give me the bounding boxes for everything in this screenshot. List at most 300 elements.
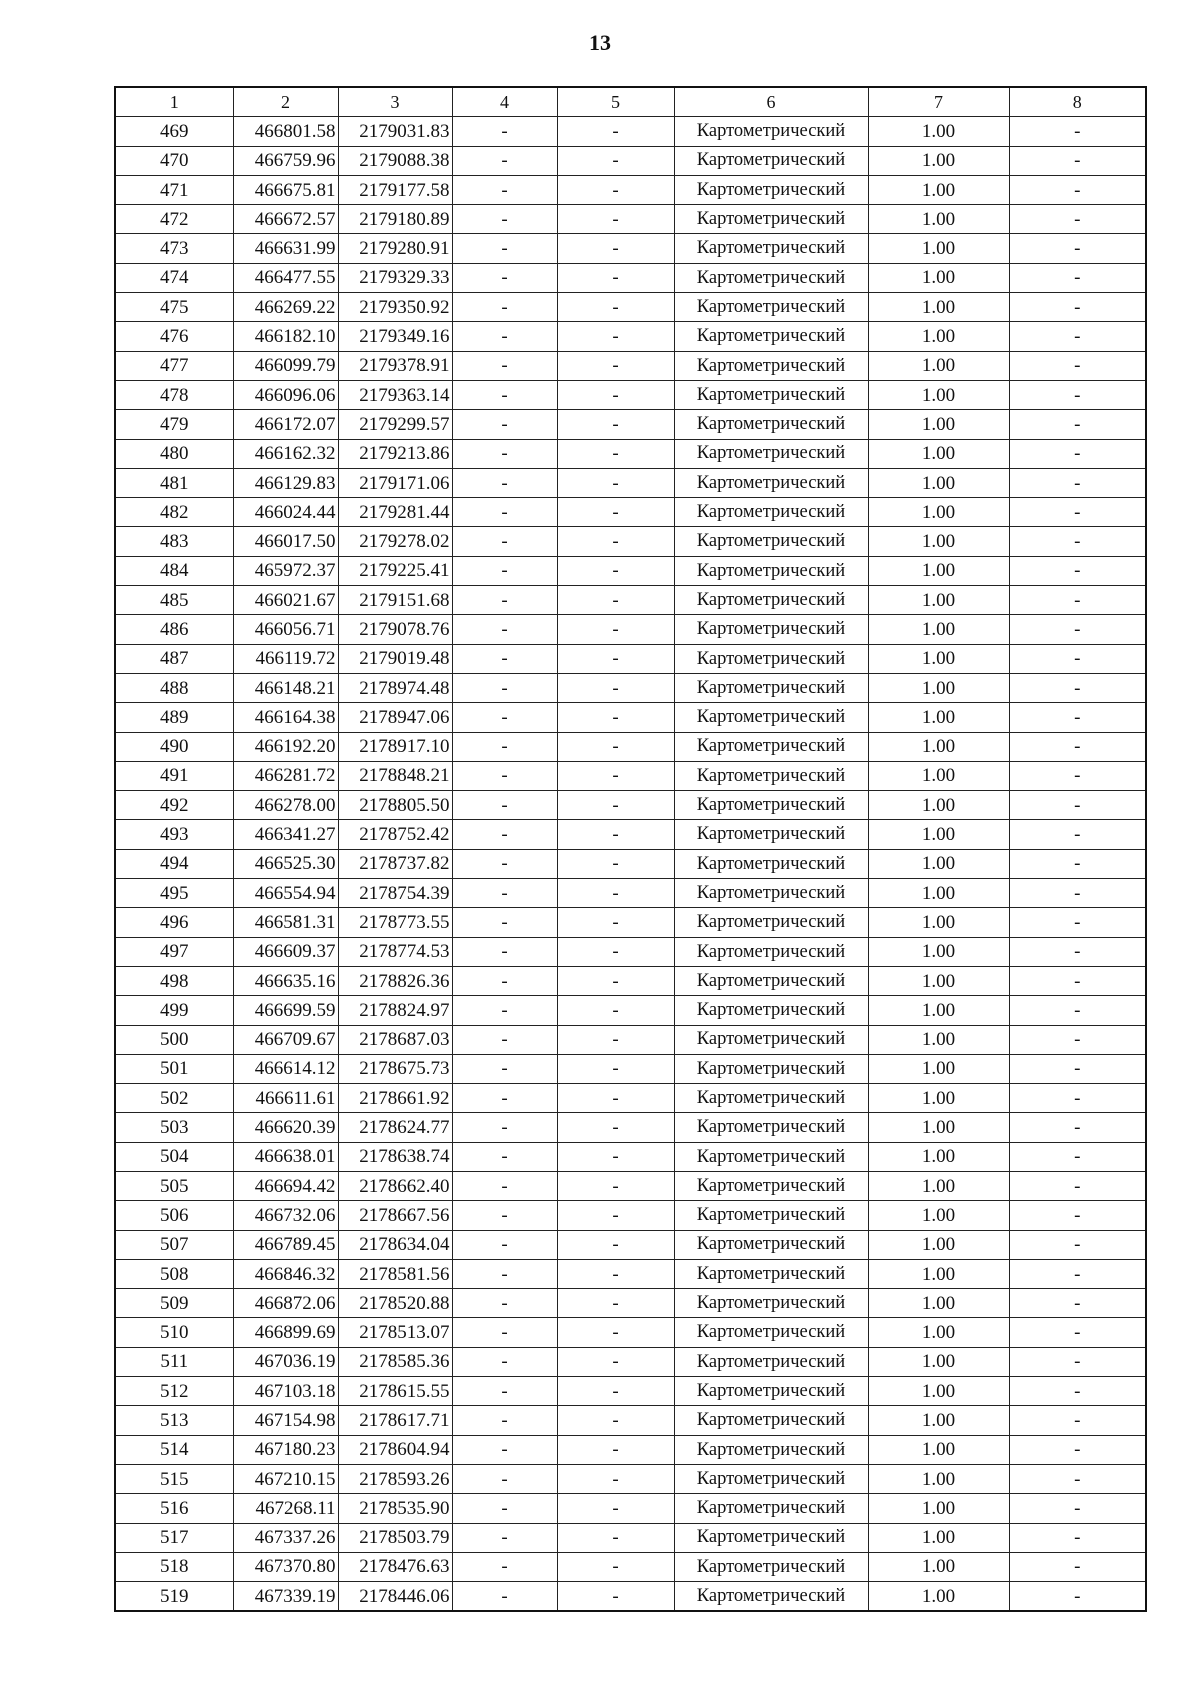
col-8-value-cell: -	[1009, 1523, 1146, 1552]
table-row	[115, 966, 1146, 995]
point-number-cell: 504	[115, 1142, 233, 1171]
method-cell: Картометрический	[674, 849, 868, 878]
coord-x-cell: 466846.32	[233, 1259, 338, 1288]
col-5-value-cell: -	[557, 293, 674, 322]
col-4-value-cell: -	[452, 175, 557, 204]
accuracy-cell: 1.00	[868, 1113, 1009, 1142]
col-5-value-cell: -	[557, 937, 674, 966]
col-8-value-cell: -	[1009, 1142, 1146, 1171]
coord-x-cell: 466024.44	[233, 498, 338, 527]
coord-y-cell: 2179213.86	[338, 439, 452, 468]
coord-x-cell: 466021.67	[233, 586, 338, 615]
col-5-value-cell: -	[557, 703, 674, 732]
coord-x-cell: 466281.72	[233, 761, 338, 790]
coord-y-cell: 2178661.92	[338, 1084, 452, 1113]
table-row	[115, 380, 1146, 409]
method-cell: Картометрический	[674, 556, 868, 585]
point-number-cell: 512	[115, 1377, 233, 1406]
coord-y-cell: 2178581.56	[338, 1259, 452, 1288]
col-5-value-cell: -	[557, 1435, 674, 1464]
col-4-value-cell: -	[452, 673, 557, 702]
coord-x-cell: 466709.67	[233, 1025, 338, 1054]
coord-x-cell: 465972.37	[233, 556, 338, 585]
coord-y-cell: 2178773.55	[338, 908, 452, 937]
coord-x-cell: 466525.30	[233, 849, 338, 878]
method-cell: Картометрический	[674, 498, 868, 527]
method-cell: Картометрический	[674, 439, 868, 468]
col-8-value-cell: -	[1009, 1494, 1146, 1523]
col-5-value-cell: -	[557, 263, 674, 292]
coord-x-cell: 466017.50	[233, 527, 338, 556]
accuracy-cell: 1.00	[868, 1552, 1009, 1581]
point-number-cell: 469	[115, 117, 233, 146]
table-row	[115, 175, 1146, 204]
col-5-value-cell: -	[557, 322, 674, 351]
col-4-value-cell: -	[452, 1142, 557, 1171]
method-cell: Картометрический	[674, 234, 868, 263]
method-cell: Картометрический	[674, 1230, 868, 1259]
col-5-value-cell: -	[557, 205, 674, 234]
col-8-value-cell: -	[1009, 820, 1146, 849]
table-row	[115, 1113, 1146, 1142]
coordinates-table	[114, 86, 1147, 1612]
col-8-value-cell: -	[1009, 1347, 1146, 1376]
col-8-value-cell: -	[1009, 1084, 1146, 1113]
point-number-cell: 514	[115, 1435, 233, 1464]
col-5-value-cell: -	[557, 732, 674, 761]
accuracy-cell: 1.00	[868, 615, 1009, 644]
col-4-value-cell: -	[452, 761, 557, 790]
col-8-value-cell: -	[1009, 322, 1146, 351]
col-5-value-cell: -	[557, 1552, 674, 1581]
col-8-value-cell: -	[1009, 175, 1146, 204]
table-row	[115, 293, 1146, 322]
point-number-cell: 516	[115, 1494, 233, 1523]
coord-y-cell: 2178520.88	[338, 1289, 452, 1318]
table-row	[115, 498, 1146, 527]
coord-x-cell: 466172.07	[233, 410, 338, 439]
method-cell: Картометрический	[674, 410, 868, 439]
coord-y-cell: 2178615.55	[338, 1377, 452, 1406]
coord-x-cell: 466611.61	[233, 1084, 338, 1113]
point-number-cell: 491	[115, 761, 233, 790]
col-5-value-cell: -	[557, 1494, 674, 1523]
accuracy-cell: 1.00	[868, 175, 1009, 204]
col-8-value-cell: -	[1009, 234, 1146, 263]
method-cell: Картометрический	[674, 586, 868, 615]
col-4-value-cell: -	[452, 732, 557, 761]
coord-x-cell: 466620.39	[233, 1113, 338, 1142]
coord-x-cell: 466341.27	[233, 820, 338, 849]
col-4-value-cell: -	[452, 1464, 557, 1493]
coord-x-cell: 466278.00	[233, 791, 338, 820]
table-row	[115, 117, 1146, 146]
col-8-value-cell: -	[1009, 1552, 1146, 1581]
col-4-value-cell: -	[452, 1406, 557, 1435]
coord-x-cell: 466182.10	[233, 322, 338, 351]
point-number-cell: 487	[115, 644, 233, 673]
coord-x-cell: 466759.96	[233, 146, 338, 175]
point-number-cell: 470	[115, 146, 233, 175]
col-4-value-cell: -	[452, 234, 557, 263]
method-cell: Картометрический	[674, 175, 868, 204]
coord-x-cell: 466638.01	[233, 1142, 338, 1171]
table-row	[115, 351, 1146, 380]
method-cell: Картометрический	[674, 1259, 868, 1288]
col-5-value-cell: -	[557, 791, 674, 820]
col-5-value-cell: -	[557, 1347, 674, 1376]
accuracy-cell: 1.00	[868, 1377, 1009, 1406]
col-8-value-cell: -	[1009, 410, 1146, 439]
coord-y-cell: 2178752.42	[338, 820, 452, 849]
method-cell: Картометрический	[674, 761, 868, 790]
method-cell: Картометрический	[674, 1552, 868, 1581]
table-row	[115, 439, 1146, 468]
col-5-value-cell: -	[557, 1523, 674, 1552]
col-5-value-cell: -	[557, 527, 674, 556]
col-8-value-cell: -	[1009, 1406, 1146, 1435]
point-number-cell: 517	[115, 1523, 233, 1552]
header-col-2: 2	[233, 87, 338, 117]
coord-y-cell: 2178774.53	[338, 937, 452, 966]
col-8-value-cell: -	[1009, 849, 1146, 878]
col-4-value-cell: -	[452, 556, 557, 585]
col-5-value-cell: -	[557, 879, 674, 908]
col-8-value-cell: -	[1009, 117, 1146, 146]
accuracy-cell: 1.00	[868, 1435, 1009, 1464]
coord-y-cell: 2178974.48	[338, 673, 452, 702]
coord-x-cell: 466872.06	[233, 1289, 338, 1318]
accuracy-cell: 1.00	[868, 1582, 1009, 1612]
point-number-cell: 473	[115, 234, 233, 263]
col-4-value-cell: -	[452, 908, 557, 937]
accuracy-cell: 1.00	[868, 1054, 1009, 1083]
method-cell: Картометрический	[674, 820, 868, 849]
coord-x-cell: 466732.06	[233, 1201, 338, 1230]
coord-y-cell: 2179180.89	[338, 205, 452, 234]
coord-x-cell: 466056.71	[233, 615, 338, 644]
coord-y-cell: 2178638.74	[338, 1142, 452, 1171]
col-5-value-cell: -	[557, 1201, 674, 1230]
accuracy-cell: 1.00	[868, 1523, 1009, 1552]
method-cell: Картометрический	[674, 1054, 868, 1083]
col-8-value-cell: -	[1009, 1377, 1146, 1406]
page-number: 13	[589, 30, 611, 55]
col-4-value-cell: -	[452, 1523, 557, 1552]
col-4-value-cell: -	[452, 527, 557, 556]
col-8-value-cell: -	[1009, 761, 1146, 790]
accuracy-cell: 1.00	[868, 908, 1009, 937]
table-row	[115, 1494, 1146, 1523]
table-row	[115, 322, 1146, 351]
header-col-4: 4	[452, 87, 557, 117]
col-4-value-cell: -	[452, 468, 557, 497]
accuracy-cell: 1.00	[868, 937, 1009, 966]
col-8-value-cell: -	[1009, 1171, 1146, 1200]
col-4-value-cell: -	[452, 966, 557, 995]
col-4-value-cell: -	[452, 1171, 557, 1200]
method-cell: Картометрический	[674, 1582, 868, 1612]
col-8-value-cell: -	[1009, 703, 1146, 732]
accuracy-cell: 1.00	[868, 732, 1009, 761]
col-5-value-cell: -	[557, 644, 674, 673]
col-8-value-cell: -	[1009, 673, 1146, 702]
accuracy-cell: 1.00	[868, 1347, 1009, 1376]
col-4-value-cell: -	[452, 615, 557, 644]
coord-y-cell: 2178754.39	[338, 879, 452, 908]
col-8-value-cell: -	[1009, 908, 1146, 937]
header-col-6: 6	[674, 87, 868, 117]
table-row	[115, 1347, 1146, 1376]
method-cell: Картометрический	[674, 1201, 868, 1230]
method-cell: Картометрический	[674, 1171, 868, 1200]
method-cell: Картометрический	[674, 1318, 868, 1347]
col-8-value-cell: -	[1009, 1582, 1146, 1612]
point-number-cell: 499	[115, 996, 233, 1025]
accuracy-cell: 1.00	[868, 439, 1009, 468]
table-row	[115, 937, 1146, 966]
col-5-value-cell: -	[557, 234, 674, 263]
accuracy-cell: 1.00	[868, 673, 1009, 702]
accuracy-cell: 1.00	[868, 293, 1009, 322]
coord-y-cell: 2179171.06	[338, 468, 452, 497]
point-number-cell: 490	[115, 732, 233, 761]
point-number-cell: 483	[115, 527, 233, 556]
col-4-value-cell: -	[452, 1084, 557, 1113]
coord-y-cell: 2178687.03	[338, 1025, 452, 1054]
point-number-cell: 492	[115, 791, 233, 820]
accuracy-cell: 1.00	[868, 996, 1009, 1025]
point-number-cell: 502	[115, 1084, 233, 1113]
coord-x-cell: 466164.38	[233, 703, 338, 732]
col-8-value-cell: -	[1009, 380, 1146, 409]
coord-y-cell: 2178737.82	[338, 849, 452, 878]
coord-y-cell: 2179019.48	[338, 644, 452, 673]
col-4-value-cell: -	[452, 351, 557, 380]
col-8-value-cell: -	[1009, 1435, 1146, 1464]
accuracy-cell: 1.00	[868, 351, 1009, 380]
accuracy-cell: 1.00	[868, 468, 1009, 497]
point-number-cell: 488	[115, 673, 233, 702]
accuracy-cell: 1.00	[868, 498, 1009, 527]
col-4-value-cell: -	[452, 380, 557, 409]
col-5-value-cell: -	[557, 380, 674, 409]
method-cell: Картометрический	[674, 1113, 868, 1142]
method-cell: Картометрический	[674, 732, 868, 761]
col-8-value-cell: -	[1009, 468, 1146, 497]
col-4-value-cell: -	[452, 1230, 557, 1259]
col-8-value-cell: -	[1009, 146, 1146, 175]
point-number-cell: 475	[115, 293, 233, 322]
coord-y-cell: 2178662.40	[338, 1171, 452, 1200]
accuracy-cell: 1.00	[868, 644, 1009, 673]
col-4-value-cell: -	[452, 586, 557, 615]
col-4-value-cell: -	[452, 205, 557, 234]
accuracy-cell: 1.00	[868, 966, 1009, 995]
table-row	[115, 1582, 1146, 1612]
point-number-cell: 481	[115, 468, 233, 497]
col-8-value-cell: -	[1009, 293, 1146, 322]
col-8-value-cell: -	[1009, 263, 1146, 292]
method-cell: Картометрический	[674, 673, 868, 702]
col-8-value-cell: -	[1009, 527, 1146, 556]
table-row	[115, 996, 1146, 1025]
coord-y-cell: 2178848.21	[338, 761, 452, 790]
col-5-value-cell: -	[557, 615, 674, 644]
method-cell: Картометрический	[674, 146, 868, 175]
method-cell: Картометрический	[674, 1025, 868, 1054]
point-number-cell: 508	[115, 1259, 233, 1288]
point-number-cell: 507	[115, 1230, 233, 1259]
table-row	[115, 1084, 1146, 1113]
col-5-value-cell: -	[557, 1142, 674, 1171]
method-cell: Картометрический	[674, 791, 868, 820]
coord-x-cell: 466162.32	[233, 439, 338, 468]
coord-y-cell: 2178667.56	[338, 1201, 452, 1230]
col-5-value-cell: -	[557, 1318, 674, 1347]
col-4-value-cell: -	[452, 263, 557, 292]
col-8-value-cell: -	[1009, 1289, 1146, 1318]
col-8-value-cell: -	[1009, 1113, 1146, 1142]
table-row	[115, 703, 1146, 732]
col-4-value-cell: -	[452, 146, 557, 175]
coord-x-cell: 466635.16	[233, 966, 338, 995]
accuracy-cell: 1.00	[868, 1259, 1009, 1288]
col-5-value-cell: -	[557, 761, 674, 790]
col-4-value-cell: -	[452, 1113, 557, 1142]
col-4-value-cell: -	[452, 293, 557, 322]
coord-x-cell: 466789.45	[233, 1230, 338, 1259]
col-8-value-cell: -	[1009, 351, 1146, 380]
table-row	[115, 615, 1146, 644]
col-8-value-cell: -	[1009, 937, 1146, 966]
table-row	[115, 1201, 1146, 1230]
coord-y-cell: 2178446.06	[338, 1582, 452, 1612]
point-number-cell: 476	[115, 322, 233, 351]
accuracy-cell: 1.00	[868, 1201, 1009, 1230]
col-4-value-cell: -	[452, 1201, 557, 1230]
coord-y-cell: 2179031.83	[338, 117, 452, 146]
method-cell: Картометрический	[674, 1406, 868, 1435]
col-5-value-cell: -	[557, 498, 674, 527]
col-8-value-cell: -	[1009, 1201, 1146, 1230]
col-4-value-cell: -	[452, 1025, 557, 1054]
table-row	[115, 146, 1146, 175]
point-number-cell: 498	[115, 966, 233, 995]
table-row	[115, 1523, 1146, 1552]
accuracy-cell: 1.00	[868, 1406, 1009, 1435]
method-cell: Картометрический	[674, 1464, 868, 1493]
col-5-value-cell: -	[557, 146, 674, 175]
method-cell: Картометрический	[674, 966, 868, 995]
coord-y-cell: 2179281.44	[338, 498, 452, 527]
point-number-cell: 513	[115, 1406, 233, 1435]
table-row	[115, 1259, 1146, 1288]
accuracy-cell: 1.00	[868, 234, 1009, 263]
table-row	[115, 791, 1146, 820]
col-8-value-cell: -	[1009, 1054, 1146, 1083]
col-4-value-cell: -	[452, 1494, 557, 1523]
table-body	[115, 117, 1146, 1612]
header-col-8: 8	[1009, 87, 1146, 117]
coord-x-cell: 466609.37	[233, 937, 338, 966]
accuracy-cell: 1.00	[868, 1142, 1009, 1171]
col-8-value-cell: -	[1009, 879, 1146, 908]
col-4-value-cell: -	[452, 322, 557, 351]
coord-x-cell: 467180.23	[233, 1435, 338, 1464]
table-row	[115, 1377, 1146, 1406]
accuracy-cell: 1.00	[868, 1318, 1009, 1347]
coord-x-cell: 466614.12	[233, 1054, 338, 1083]
table-row	[115, 205, 1146, 234]
col-4-value-cell: -	[452, 1582, 557, 1612]
coord-y-cell: 2178824.97	[338, 996, 452, 1025]
accuracy-cell: 1.00	[868, 146, 1009, 175]
accuracy-cell: 1.00	[868, 586, 1009, 615]
coord-x-cell: 467036.19	[233, 1347, 338, 1376]
point-number-cell: 500	[115, 1025, 233, 1054]
col-4-value-cell: -	[452, 439, 557, 468]
method-cell: Картометрический	[674, 205, 868, 234]
header-col-3: 3	[338, 87, 452, 117]
col-4-value-cell: -	[452, 1552, 557, 1581]
col-4-value-cell: -	[452, 1318, 557, 1347]
accuracy-cell: 1.00	[868, 791, 1009, 820]
table-row	[115, 234, 1146, 263]
coord-x-cell: 466119.72	[233, 644, 338, 673]
accuracy-cell: 1.00	[868, 1289, 1009, 1318]
col-8-value-cell: -	[1009, 1230, 1146, 1259]
accuracy-cell: 1.00	[868, 556, 1009, 585]
point-number-cell: 485	[115, 586, 233, 615]
coord-x-cell: 466096.06	[233, 380, 338, 409]
point-number-cell: 472	[115, 205, 233, 234]
point-number-cell: 477	[115, 351, 233, 380]
col-8-value-cell: -	[1009, 644, 1146, 673]
col-5-value-cell: -	[557, 966, 674, 995]
col-4-value-cell: -	[452, 820, 557, 849]
accuracy-cell: 1.00	[868, 410, 1009, 439]
coord-y-cell: 2179078.76	[338, 615, 452, 644]
accuracy-cell: 1.00	[868, 1464, 1009, 1493]
coord-x-cell: 466694.42	[233, 1171, 338, 1200]
coord-x-cell: 466899.69	[233, 1318, 338, 1347]
col-4-value-cell: -	[452, 498, 557, 527]
col-5-value-cell: -	[557, 908, 674, 937]
accuracy-cell: 1.00	[868, 1494, 1009, 1523]
coord-x-cell: 467339.19	[233, 1582, 338, 1612]
accuracy-cell: 1.00	[868, 703, 1009, 732]
coord-y-cell: 2178503.79	[338, 1523, 452, 1552]
accuracy-cell: 1.00	[868, 849, 1009, 878]
point-number-cell: 494	[115, 849, 233, 878]
accuracy-cell: 1.00	[868, 527, 1009, 556]
coord-y-cell: 2179280.91	[338, 234, 452, 263]
coord-y-cell: 2178585.36	[338, 1347, 452, 1376]
table-row	[115, 410, 1146, 439]
table-row	[115, 1142, 1146, 1171]
point-number-cell: 486	[115, 615, 233, 644]
col-8-value-cell: -	[1009, 1464, 1146, 1493]
col-8-value-cell: -	[1009, 615, 1146, 644]
point-number-cell: 482	[115, 498, 233, 527]
coord-x-cell: 467210.15	[233, 1464, 338, 1493]
col-4-value-cell: -	[452, 791, 557, 820]
col-4-value-cell: -	[452, 879, 557, 908]
coord-x-cell: 466631.99	[233, 234, 338, 263]
col-5-value-cell: -	[557, 1377, 674, 1406]
coord-y-cell: 2179378.91	[338, 351, 452, 380]
